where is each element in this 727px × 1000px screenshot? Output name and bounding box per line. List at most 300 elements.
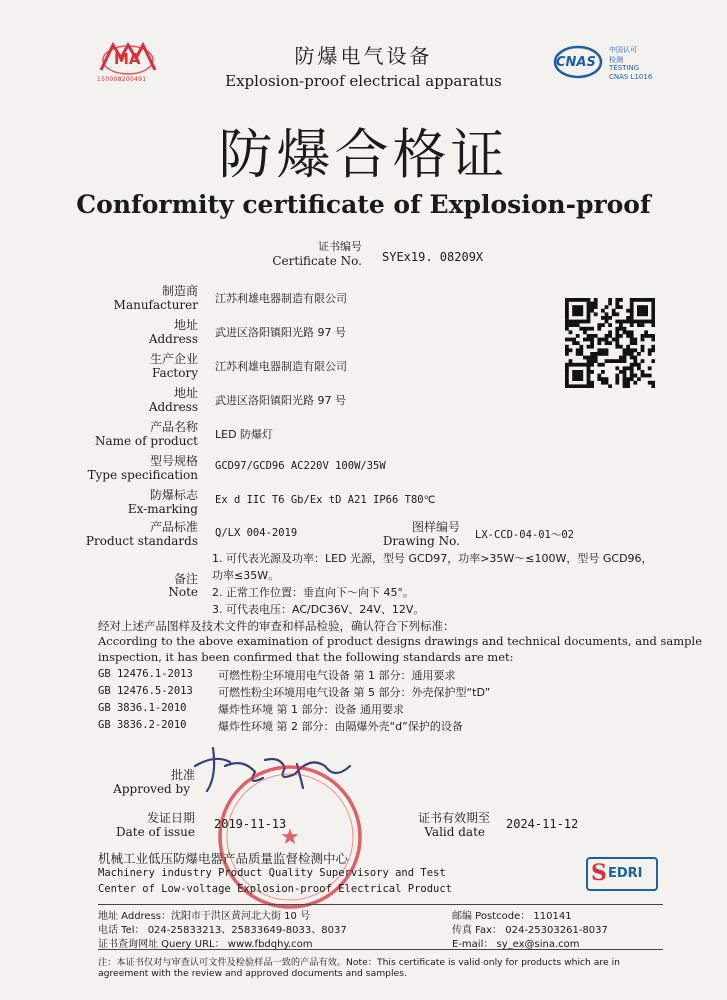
- qr-module: [608, 341, 612, 345]
- qr-module: [630, 302, 634, 306]
- qr-module: [579, 312, 583, 316]
- qr-module: [644, 298, 648, 302]
- qr-module: [565, 302, 569, 306]
- qr-module: [651, 298, 655, 302]
- qr-module: [579, 345, 583, 349]
- qr-module: [569, 338, 573, 342]
- edri-logo-s: S: [591, 860, 607, 886]
- qr-module: [597, 338, 601, 342]
- qr-module: [630, 363, 634, 367]
- field-label-cn-ex-marking: 防爆标志: [149, 488, 198, 502]
- qr-module: [587, 359, 591, 363]
- qr-module: [565, 348, 569, 352]
- qr-module: [605, 341, 609, 345]
- qr-module: [651, 305, 655, 309]
- field-label-en-product-name: Name of product: [94, 434, 198, 448]
- qr-module: [637, 352, 641, 356]
- qr-module: [623, 377, 627, 381]
- qr-module: [590, 327, 594, 331]
- qr-module: [590, 305, 594, 309]
- qr-module: [590, 381, 594, 385]
- qr-module: [641, 298, 645, 302]
- issuer-cn: 机械工业低压防爆电器产品质量监督检测中心: [98, 851, 349, 866]
- qr-module: [615, 341, 619, 345]
- qr-module: [644, 305, 648, 309]
- qr-module: [648, 381, 652, 385]
- field-value-product-standards: Q/LX 004-2019: [215, 527, 298, 539]
- qr-module: [569, 330, 573, 334]
- qr-module: [644, 320, 648, 324]
- qr-module: [590, 356, 594, 360]
- qr-module: [637, 320, 641, 324]
- qr-module: [615, 327, 619, 331]
- qr-module: [597, 341, 601, 345]
- qr-code: [565, 298, 655, 388]
- qr-module: [579, 327, 583, 331]
- qr-module: [601, 352, 605, 356]
- field-label-en-ex-marking: Ex-marking: [127, 502, 198, 516]
- standard-name-3: 爆炸性环境 第 1 部分：设备 通用要求: [218, 703, 404, 716]
- qr-module: [637, 309, 641, 313]
- cma-logo-number: 150008200491: [97, 76, 147, 83]
- qr-module: [597, 352, 601, 356]
- qr-module: [579, 363, 583, 367]
- qr-module: [576, 363, 580, 367]
- field-label-en-product-standards: Product standards: [85, 534, 198, 548]
- qr-module: [626, 316, 630, 320]
- qr-module: [630, 330, 634, 334]
- qr-module: [608, 330, 612, 334]
- qr-module: [590, 334, 594, 338]
- qr-module: [594, 305, 598, 309]
- standard-name-4: 爆炸性环境 第 2 部分：由隔爆外壳“d”保护的设备: [218, 720, 463, 733]
- qr-module: [590, 370, 594, 374]
- qr-module: [619, 370, 623, 374]
- qr-module: [565, 312, 569, 316]
- standard-code-4: GB 3836.2-2010: [98, 719, 187, 731]
- approved-label-cn: 批准: [170, 768, 195, 782]
- main-title-cn: 防爆合格证: [218, 123, 509, 186]
- qr-module: [651, 316, 655, 320]
- qr-module: [623, 370, 627, 374]
- field-value-manufacturer: 江苏利雄电器制造有限公司: [215, 292, 347, 305]
- qr-module: [651, 348, 655, 352]
- qr-module: [637, 312, 641, 316]
- qr-module: [579, 298, 583, 302]
- qr-module: [605, 316, 609, 320]
- field-label-en-manufacturer: Manufacturer: [113, 298, 198, 312]
- qr-module: [572, 323, 576, 327]
- qr-module: [587, 374, 591, 378]
- qr-module: [626, 377, 630, 381]
- contact-url[interactable]: 证书查询网址 Query URL： www.fbdqhy.com: [98, 939, 313, 950]
- qr-module: [630, 298, 634, 302]
- qr-module: [630, 316, 634, 320]
- qr-module: [569, 323, 573, 327]
- field-label-en-factory-address: Address: [148, 400, 198, 414]
- qr-module: [565, 327, 569, 331]
- qr-module: [623, 327, 627, 331]
- qr-module: [623, 374, 627, 378]
- qr-module: [572, 312, 576, 316]
- qr-module: [633, 341, 637, 345]
- qr-module: [583, 356, 587, 360]
- issuer-en-line-2: Center of Low-voltage Explosion-proof Electrical Product: [98, 883, 453, 895]
- field-label-cn-factory: 生产企业: [149, 352, 198, 366]
- qr-module: [626, 384, 630, 388]
- qr-module: [572, 320, 576, 324]
- qr-module: [594, 298, 598, 302]
- qr-module: [608, 316, 612, 320]
- qr-module: [590, 363, 594, 367]
- qr-code-graphic: [565, 298, 655, 388]
- qr-module: [619, 359, 623, 363]
- qr-module: [587, 384, 591, 388]
- qr-module: [576, 309, 580, 313]
- qr-module: [630, 348, 634, 352]
- qr-module: [623, 366, 627, 370]
- qr-module: [605, 305, 609, 309]
- qr-module: [633, 359, 637, 363]
- qr-module: [579, 377, 583, 381]
- field-value-type-spec: GCD97/GCD96 AC220V 100W/35W: [215, 460, 386, 472]
- qr-module: [565, 305, 569, 309]
- qr-module: [565, 323, 569, 327]
- contact-phone: 电话 Tel： 024-25833213、25833649-8033、8037: [98, 925, 347, 936]
- qr-module: [594, 312, 598, 316]
- qr-module: [615, 312, 619, 316]
- qr-module: [572, 341, 576, 345]
- qr-module: [615, 334, 619, 338]
- qr-module: [651, 323, 655, 327]
- certificate-no-value: SYEx19. 08209X: [382, 250, 484, 264]
- qr-module: [641, 374, 645, 378]
- qr-module: [597, 363, 601, 367]
- qr-module: [626, 320, 630, 324]
- footer-line-1: 注：本证书仅对与审查认可文件及检验样品一致的产品有效。Note：This certificate is valid only for products which are in: [98, 957, 620, 968]
- qr-module: [576, 305, 580, 309]
- qr-module: [572, 374, 576, 378]
- qr-module: [587, 334, 591, 338]
- qr-module: [637, 366, 641, 370]
- qr-module: [572, 363, 576, 367]
- qr-module: [648, 334, 652, 338]
- note-line-2: 功率≤35W。: [212, 569, 280, 582]
- qr-module: [637, 323, 641, 327]
- qr-module: [630, 370, 634, 374]
- qr-module: [648, 298, 652, 302]
- certificate-no-label-cn: 证书编号: [318, 240, 362, 253]
- qr-module: [576, 341, 580, 345]
- qr-module: [587, 312, 591, 316]
- qr-module: [615, 298, 619, 302]
- qr-module: [644, 374, 648, 378]
- qr-module: [565, 316, 569, 320]
- qr-module: [587, 309, 591, 313]
- qr-module: [565, 374, 569, 378]
- field-label-cn-address: 地址: [173, 318, 198, 332]
- qr-module: [579, 370, 583, 374]
- qr-module: [576, 384, 580, 388]
- qr-module: [565, 384, 569, 388]
- qr-module: [608, 334, 612, 338]
- cma-logo-text: MA: [114, 50, 141, 68]
- qr-module: [615, 320, 619, 324]
- qr-module: [601, 338, 605, 342]
- qr-module: [630, 341, 634, 345]
- qr-module: [594, 356, 598, 360]
- qr-module: [630, 352, 634, 356]
- edri-logo: [586, 857, 658, 891]
- qr-module: [572, 370, 576, 374]
- qr-module: [623, 352, 627, 356]
- qr-module: [605, 334, 609, 338]
- contact-divider-bottom: [98, 949, 663, 950]
- cnas-line-4: CNAS L1016: [609, 73, 653, 81]
- qr-module: [633, 338, 637, 342]
- issue-date-label-en: Date of issue: [116, 825, 195, 839]
- qr-module: [612, 338, 616, 342]
- qr-module: [579, 352, 583, 356]
- qr-module: [619, 305, 623, 309]
- drawing-label-cn: 图样编号: [411, 520, 460, 534]
- qr-module: [641, 370, 645, 374]
- qr-module: [587, 345, 591, 349]
- standard-name-2: 可燃性粉尘环境用电气设备 第 5 部分：外壳保护型“tD”: [218, 686, 491, 699]
- qr-module: [626, 348, 630, 352]
- qr-module: [641, 345, 645, 349]
- qr-module: [601, 316, 605, 320]
- qr-module: [615, 366, 619, 370]
- qr-module: [648, 320, 652, 324]
- qr-module: [633, 320, 637, 324]
- drawing-label-en: Drawing No.: [382, 534, 460, 548]
- qr-module: [619, 334, 623, 338]
- field-value-ex-marking: Ex d IIC T6 Gb/Ex tD A21 IP66 T80℃: [215, 494, 436, 506]
- issue-date-value: 2019-11-13: [214, 817, 287, 831]
- qr-module: [651, 302, 655, 306]
- qr-module: [630, 338, 634, 342]
- qr-module: [605, 312, 609, 316]
- qr-module: [569, 384, 573, 388]
- qr-module: [608, 298, 612, 302]
- qr-module: [615, 338, 619, 342]
- qr-module: [615, 302, 619, 306]
- qr-module: [569, 298, 573, 302]
- qr-module: [651, 312, 655, 316]
- drawing-value: LX-CCD-04-01～02: [475, 529, 575, 541]
- qr-module: [619, 345, 623, 349]
- qr-module: [579, 348, 583, 352]
- qr-module: [608, 302, 612, 306]
- qr-module: [590, 341, 594, 345]
- main-title-en: Conformity certificate of Explosion-proof: [76, 190, 651, 219]
- standard-code-1: GB 12476.1-2013: [98, 668, 193, 680]
- qr-module: [587, 298, 591, 302]
- qr-module: [583, 363, 587, 367]
- field-label-en-address: Address: [148, 332, 198, 346]
- qr-module: [605, 320, 609, 324]
- approved-label-en: Approved by: [113, 782, 190, 796]
- qr-module: [608, 359, 612, 363]
- qr-module: [565, 345, 569, 349]
- qr-module: [569, 359, 573, 363]
- qr-module: [590, 345, 594, 349]
- qr-module: [569, 363, 573, 367]
- qr-module: [601, 348, 605, 352]
- qr-module: [615, 359, 619, 363]
- qr-module: [641, 305, 645, 309]
- qr-module: [615, 381, 619, 385]
- qr-module: [633, 381, 637, 385]
- qr-module: [651, 345, 655, 349]
- qr-module: [644, 312, 648, 316]
- cnas-line-3: TESTING: [609, 64, 640, 72]
- qr-module: [612, 312, 616, 316]
- standard-code-2: GB 12476.5-2013: [98, 685, 193, 697]
- field-value-factory: 江苏利雄电器制造有限公司: [215, 360, 347, 373]
- qr-module: [623, 381, 627, 385]
- issue-date-label-cn: 发证日期: [146, 811, 195, 825]
- qr-module: [590, 302, 594, 306]
- qr-module: [583, 384, 587, 388]
- qr-module: [630, 320, 634, 324]
- statement-en-line-1: According to the above examination of product designs drawings and technical documents, and sample: [98, 634, 703, 648]
- contact-divider-top: [98, 904, 663, 905]
- qr-module: [626, 381, 630, 385]
- standard-name-1: 可燃性粉尘环境用电气设备 第 1 部分：通用要求: [218, 669, 456, 682]
- qr-module: [601, 381, 605, 385]
- qr-module: [579, 305, 583, 309]
- qr-module: [605, 377, 609, 381]
- qr-module: [630, 305, 634, 309]
- qr-module: [633, 374, 637, 378]
- valid-date-value: 2024-11-12: [506, 817, 579, 831]
- qr-module: [587, 316, 591, 320]
- qr-module: [579, 374, 583, 378]
- qr-module: [565, 352, 569, 356]
- qr-module: [579, 320, 583, 324]
- note-line-1: 1. 可代表光源及功率：LED 光源，型号 GCD97，功率>35W～≤100W，型号 GCD96，: [212, 552, 653, 565]
- qr-module: [615, 330, 619, 334]
- qr-module: [637, 305, 641, 309]
- qr-module: [587, 302, 591, 306]
- edri-logo-text: EDRI: [608, 866, 643, 881]
- qr-module: [576, 370, 580, 374]
- contact-email[interactable]: E-mail： sy_ex@sina.com: [452, 939, 580, 950]
- qr-module: [565, 338, 569, 342]
- qr-module: [569, 320, 573, 324]
- qr-module: [619, 356, 623, 360]
- qr-module: [633, 298, 637, 302]
- qr-module: [594, 359, 598, 363]
- qr-module: [565, 298, 569, 302]
- qr-module: [615, 345, 619, 349]
- contact-fax: 传真 Fax： 024-25303261-8037: [452, 925, 608, 936]
- qr-module: [641, 312, 645, 316]
- qr-module: [572, 298, 576, 302]
- qr-module: [572, 377, 576, 381]
- certificate-no-label-en: Certificate No.: [272, 254, 362, 268]
- qr-module: [590, 384, 594, 388]
- qr-module: [565, 320, 569, 324]
- qr-module: [587, 305, 591, 309]
- qr-module: [576, 298, 580, 302]
- contact-postcode: 邮编 Postcode： 110141: [452, 911, 572, 922]
- qr-module: [626, 334, 630, 338]
- qr-module: [576, 374, 580, 378]
- footer-line-2: agreement with the review and approved documents and samples.: [98, 968, 407, 979]
- qr-module: [633, 348, 637, 352]
- qr-module: [648, 366, 652, 370]
- qr-module: [651, 320, 655, 324]
- qr-module: [590, 359, 594, 363]
- title-en: Explosion-proof electrical apparatus: [225, 72, 502, 90]
- qr-module: [619, 323, 623, 327]
- qr-module: [583, 338, 587, 342]
- qr-module: [615, 374, 619, 378]
- qr-module: [590, 309, 594, 313]
- note-label-en: Note: [168, 585, 198, 599]
- qr-module: [651, 384, 655, 388]
- qr-module: [583, 330, 587, 334]
- qr-module: [576, 348, 580, 352]
- cnas-line-1: 中国认可: [609, 46, 637, 54]
- qr-module: [637, 298, 641, 302]
- field-label-en-factory: Factory: [152, 366, 198, 380]
- qr-module: [576, 377, 580, 381]
- qr-module: [651, 338, 655, 342]
- qr-module: [651, 334, 655, 338]
- valid-date-label-en: Valid date: [424, 825, 485, 839]
- qr-module: [597, 327, 601, 331]
- title-cn: 防爆电气设备: [294, 44, 433, 68]
- field-label-cn-product-standards: 产品标准: [149, 520, 198, 534]
- qr-module: [641, 320, 645, 324]
- qr-module: [619, 298, 623, 302]
- statement-cn: 经对上述产品图样及技术文件的审查和样品检验，确认符合下列标准：: [98, 619, 455, 633]
- qr-module: [651, 381, 655, 385]
- qr-module: [572, 384, 576, 388]
- qr-module: [605, 338, 609, 342]
- qr-module: [630, 377, 634, 381]
- note-line-4: 3. 可代表电压：AC/DC36V、24V、12V。: [212, 603, 425, 616]
- qr-module: [619, 327, 623, 331]
- qr-module: [565, 366, 569, 370]
- standard-code-3: GB 3836.1-2010: [98, 702, 187, 714]
- qr-module: [579, 309, 583, 313]
- qr-module: [587, 363, 591, 367]
- qr-module: [576, 352, 580, 356]
- qr-module: [601, 323, 605, 327]
- qr-module: [630, 366, 634, 370]
- qr-module: [641, 334, 645, 338]
- qr-module: [583, 320, 587, 324]
- qr-module: [615, 305, 619, 309]
- qr-module: [605, 381, 609, 385]
- qr-module: [612, 309, 616, 313]
- field-label-cn-product-name: 产品名称: [149, 420, 198, 434]
- qr-module: [630, 312, 634, 316]
- qr-module: [587, 381, 591, 385]
- qr-module: [630, 334, 634, 338]
- qr-module: [626, 345, 630, 349]
- qr-module: [587, 356, 591, 360]
- qr-module: [565, 381, 569, 385]
- statement-en-line-2: inspection, it has been confirmed that the following standards are met:: [98, 650, 514, 664]
- qr-module: [605, 348, 609, 352]
- qr-module: [608, 323, 612, 327]
